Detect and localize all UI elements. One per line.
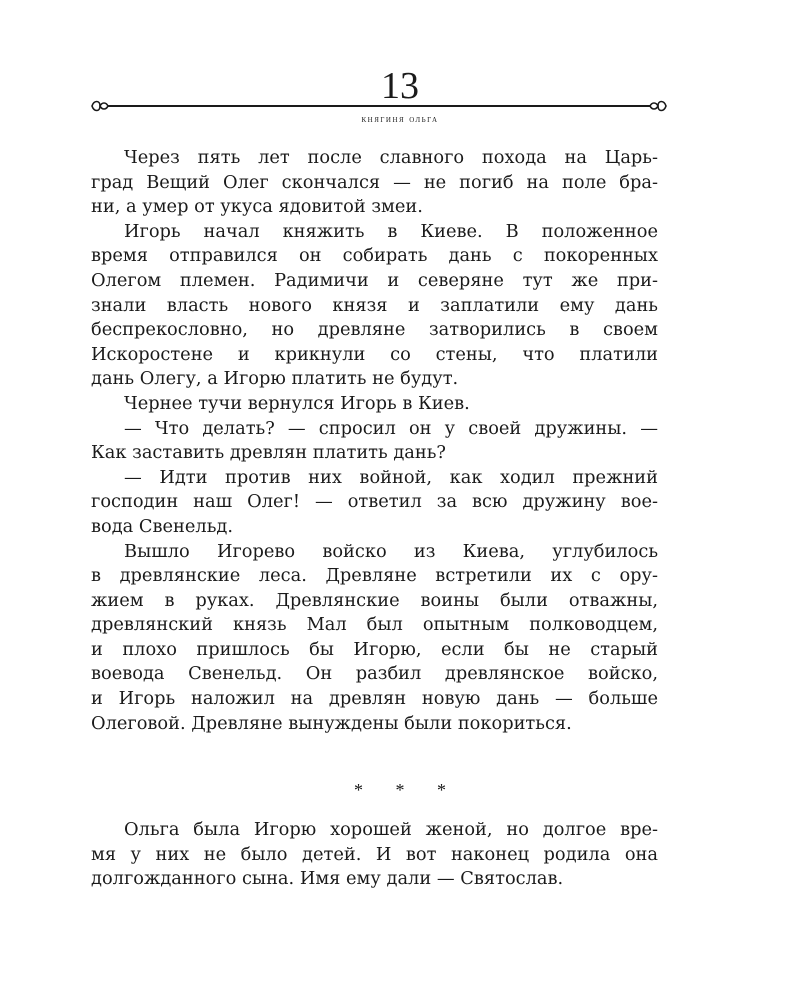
- header-rule-ornament: [88, 96, 670, 116]
- text-line: воевода Свенельд. Он разбил древлянское войско,: [91, 663, 658, 685]
- text-line: господин наш Олег! — ответил за всю дружину вое-: [91, 491, 658, 513]
- running-head: княгиня ольга: [361, 114, 439, 125]
- text-line: дань Олегу, а Игорю платить не будут.: [91, 368, 459, 390]
- text-line: беспрекословно, но древляне затворились в своем: [91, 319, 658, 341]
- text-line: Искоростене и крикнули со стены, что платили: [91, 343, 658, 365]
- text-line: вода Свенельд.: [91, 515, 234, 537]
- text-line: и Игорь наложил на древлян новую дань — больше: [91, 688, 658, 710]
- text-line: Олеговой. Древляне вынуждены были покориться.: [91, 712, 572, 734]
- page-number: 13: [381, 65, 419, 107]
- body-text-section-2: [91, 818, 658, 892]
- text-line: в древлянские леса. Древляне встретили их с ору-: [91, 565, 658, 587]
- text-line: долгожданного сына. Имя ему дали — Святослав.: [91, 868, 564, 890]
- text-line: Вышло Игорево войско из Киева, углубилось: [124, 540, 658, 562]
- text-line: и плохо пришлось бы Игорю, если бы не старый: [91, 638, 658, 660]
- text-line: Чернее тучи вернулся Игорь в Киев.: [124, 392, 470, 414]
- text-line: Олегом племен. Радимичи и северяне тут же при-: [91, 269, 658, 291]
- text-line: мя у них не было детей. И вот наконец родила она: [91, 843, 658, 865]
- text-line: — Что делать? — спросил он у своей дружины. —: [124, 417, 658, 439]
- left-flourish-icon: [92, 102, 108, 111]
- text-line: Как заставить древлян платить дань?: [91, 442, 446, 464]
- text-line: — Идти против них войной, как ходил прежний: [124, 466, 658, 488]
- text-line: Игорь начал княжить в Киеве. В положенное: [124, 220, 658, 242]
- text-line: знали власть нового князя и заплатили ему дань: [91, 294, 658, 316]
- text-line: время отправился он собирать дань с покоренных: [91, 245, 658, 267]
- text-line: жием в руках. Древлянские воины были отважны,: [91, 589, 658, 611]
- section-separator: * * *: [354, 780, 460, 800]
- text-line: древлянский князь Мал был опытным полководцем,: [91, 614, 658, 636]
- text-line: ни, а умер от укуса ядовитой змеи.: [91, 196, 423, 218]
- right-flourish-icon: [650, 102, 666, 111]
- body-text-section-1: [91, 146, 658, 736]
- text-line: град Вещий Олег скончался — не погиб на поле бра-: [91, 171, 658, 193]
- text-line: Ольга была Игорю хорошей женой, но долгое вре-: [124, 819, 658, 840]
- text-line: Через пять лет после славного похода на Царь-: [124, 147, 658, 168]
